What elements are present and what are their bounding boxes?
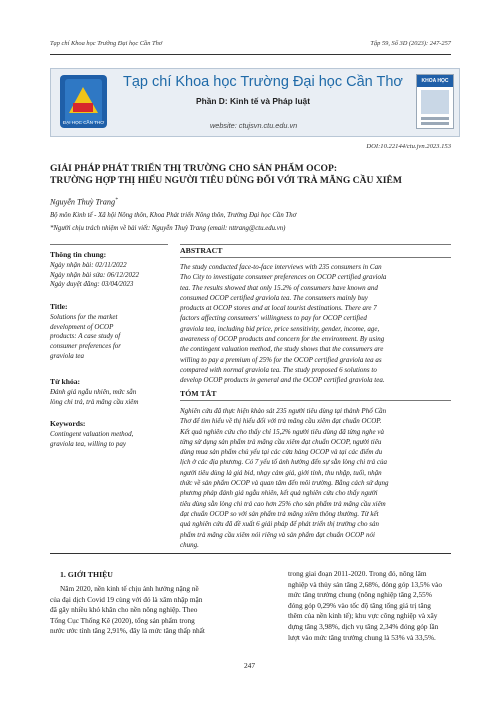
abstract-line: products at OCOP stores and at local tourist destinations. There are 7 <box>180 304 377 313</box>
en-title-line: graviola tea <box>50 351 85 360</box>
intro-right-column <box>288 569 452 643</box>
abstract-rule-top <box>180 244 451 245</box>
keyword-line: lòng chi trả, trà mãng cầu xiêm <box>50 397 139 406</box>
cover-title: KHOA HỌC <box>417 75 453 87</box>
sidebar-rule-top <box>50 244 168 245</box>
abstract-line: compared with normal graviola tea. The study proposed 6 solutions to <box>180 365 377 374</box>
journal-part: Phần D: Kinh tế và Pháp luật <box>196 96 311 106</box>
keywords-en <box>50 430 168 449</box>
tomtat-heading: TÓM TẮT <box>180 389 217 398</box>
journal-cover-thumbnail <box>416 74 454 129</box>
tomtat-line: lịch ở các địa phương. Có 7 yếu tố ảnh hưởng đến sự sẵn lòng chi trả của <box>180 458 387 467</box>
tomtat-line: đạt chuẩn OCOP so với sản phẩm trà mãng xiêm thông thường. Từ kết <box>180 509 379 518</box>
author-mark: * <box>115 197 118 203</box>
doi[interactable]: DOI:10.22144/ctu.jvn.2023.153 <box>366 143 451 150</box>
keyword-line: graviola tea, willing to pay <box>50 439 127 448</box>
en-title-heading: Title: <box>50 302 68 311</box>
front-matter-rule <box>50 553 451 554</box>
intro-line: Tổng Cục Thống Kê (2020), tổng sản phẩm trong <box>50 615 195 625</box>
intro-line: lượt vào mức tăng trưởng chung là 53% và 33,5%. <box>288 632 436 642</box>
affiliation: Bộ môn Kinh tế - Xã hội Nông thôn, Khoa Phát triển Nông thôn, Trường Đại học Cần Thơ <box>50 212 297 219</box>
tomtat-line: thức về sản phẩm OCOP và quan tâm đến môi trường. Bằng cách sử dụng <box>180 479 389 488</box>
intro-line: đóng góp 0,29% vào tốc độ tăng tổng giá trị tăng <box>288 600 431 610</box>
abstract-heading: ABSTRACT <box>180 246 223 255</box>
author <box>50 197 118 207</box>
running-header-volume: Tập 59, Số 3D (2023): 247-257 <box>370 40 451 47</box>
tomtat-line: tiêu dùng sẵn lòng chi trả cao hơn 25% cho sản phẩm trà mãng cầu xiêm <box>180 499 386 508</box>
intro-heading: 1. GIỚI THIỆU <box>60 570 113 579</box>
intro-line: dựng tăng 3,98%, dịch vụ tăng 2,34% đóng góp lần <box>288 621 439 631</box>
article-title <box>50 163 460 187</box>
page-number: 247 <box>243 661 256 670</box>
intro-line: trong giai đoạn 2011-2020. Trong đó, nông lâm <box>288 569 427 578</box>
tomtat-line: phẩm trà mãng cầu xiêm nói riêng và sản phẩm đạt chuẩn OCOP nói <box>180 530 375 539</box>
author-name: Nguyễn Thuỳ Trang <box>50 197 116 207</box>
abstract-line: willing to pay a premium of 25% for the OCOP certified graviola tea as <box>180 355 382 364</box>
intro-line: Năm 2020, nền kinh tế chịu ảnh hưởng nặng nề <box>60 584 199 593</box>
tomtat-line: từng sử dụng sản phẩm trà mãng cầu xiêm đạt chuẩn OCOP, người tiêu <box>180 437 382 446</box>
keyword-line: Contingent valuation method, <box>50 430 134 438</box>
intro-line: đã gây nhiều khó khăn cho nền nông nghiệp. Theo <box>50 605 198 615</box>
en-title-line: development of OCOP <box>50 322 114 331</box>
tomtat-line: người tiêu dùng là giá bid, nhạy cảm giá, giới tính, thu nhập, tuổi, nhận <box>180 468 382 477</box>
en-title-line: consumer preferences for <box>50 342 122 351</box>
en-title-line: products: A case study of <box>50 332 121 341</box>
tomtat-line: Thơ để tìm hiểu về thị hiếu đối với trà mãng cầu xiêm đạt chuẩn OCOP. <box>180 417 382 426</box>
intro-line: mức tăng trưởng chung (nông nghiệp tăng 2,55% <box>288 590 432 600</box>
abstract-line: factors affecting consumers' willingness to pay for OCOP certified <box>180 314 367 323</box>
en-title-text <box>50 313 168 362</box>
intro-line: nghiệp và thủy sản tăng 2,68%, đóng góp 13,5% vào <box>288 579 443 589</box>
title-line-1: GIẢI PHÁP PHÁT TRIỂN THỊ TRƯỜNG CHO SẢN PHẨM OCOP: <box>50 163 338 174</box>
abstract-rule <box>180 257 451 258</box>
logo-text: ĐẠI HỌC CẦN THƠ <box>62 120 105 125</box>
tomtat-line: Nghiên cứu đã thực hiện khảo sát 235 người tiêu dùng tại thành Phố Cần <box>180 407 387 415</box>
abstract-line: awareness of OCOP products and concern for the environment. By using <box>180 335 385 344</box>
tomtat-line: phương pháp đánh giá ngẫu nhiên, kết quả nghiên cứu cho thấy người <box>180 489 378 498</box>
tomtat-line: Kết quả nghiên cứu cho thấy chỉ 15,2% người tiêu dùng đã từng nghe và <box>180 427 384 436</box>
abstract-line: Tho City to investigate consumer preferences on OCOP certified graviola <box>180 273 387 282</box>
header-rule <box>50 54 451 55</box>
abstract-line: develop OCOP products in general and the OCOP certified graviola tea. <box>180 376 385 385</box>
abstract-line: graviola tea, including bid price, price sensitivity, gender, income, age, <box>180 324 380 333</box>
tomtat-line: chung. <box>180 540 199 549</box>
keywords-vi <box>50 388 168 407</box>
keywords-en-heading: Keywords: <box>50 419 86 428</box>
tomtat-rule <box>180 400 451 401</box>
abstract-line: consumed OCOP certified graviola tea. The consumers mainly buy <box>180 293 368 302</box>
intro-line: nước ước tính tăng 2,91%, đây là mức tăng thấp nhất <box>50 626 205 636</box>
date-revised: Ngày nhận bài sửa: 06/12/2022 <box>50 270 139 279</box>
intro-left-column <box>50 584 274 637</box>
intro-line: thêm của nền kinh tế); khu vực công nghiệp và xây <box>288 611 438 621</box>
title-line-2: TRƯỜNG HỢP THỊ HIẾU NGƯỜI TIÊU DÙNG ĐỐI VỚI TRÀ MÃNG CẦU XIÊM <box>50 175 402 186</box>
tomtat-line: quả nghiên cứu đã đề xuất 6 giải pháp để phát triển thị trường cho sản <box>180 520 379 529</box>
info-heading: Thông tin chung: <box>50 250 107 259</box>
date-received: Ngày nhận bài: 02/11/2022 <box>50 261 127 269</box>
university-logo <box>55 73 112 130</box>
keyword-line: Đánh giá ngẫu nhiên, mức sẵn <box>50 388 137 396</box>
date-accepted: Ngày duyệt đăng: 03/04/2023 <box>50 280 134 289</box>
keywords-vi-heading: Từ khóa: <box>50 377 81 386</box>
journal-website[interactable]: website: ctujsvn.ctu.edu.vn <box>210 121 298 130</box>
tomtat-text <box>180 406 450 550</box>
info-dates <box>50 261 168 290</box>
en-title-line: Solutions for the market <box>50 313 118 321</box>
running-header-journal: Tạp chí Khoa học Trường Đại học Cần Thơ <box>50 40 163 47</box>
tomtat-line: dùng mua sản phẩm chủ yếu tại các cửa hàng OCOP và tại các điểm du <box>180 448 383 457</box>
intro-line: của đại dịch Covid 19 cùng với đó là xâm nhập mặn <box>50 594 203 604</box>
abstract-line: the contingent valuation method, the study shows that the consumers are <box>180 345 384 354</box>
abstract-text <box>180 262 450 386</box>
corresponding-author: *Người chịu trách nhiệm về bài viết: Nguyễn Thuỳ Trang (email: nttrang@ctu.edu.vn) <box>50 225 286 232</box>
abstract-line: tea. The results showed that only 15.2% of consumers have known and <box>180 283 378 292</box>
journal-title: Tạp chí Khoa học Trường Đại học Cần Thơ <box>123 74 403 90</box>
abstract-line: The study conducted face-to-face interviews with 235 consumers in Can <box>180 263 382 271</box>
